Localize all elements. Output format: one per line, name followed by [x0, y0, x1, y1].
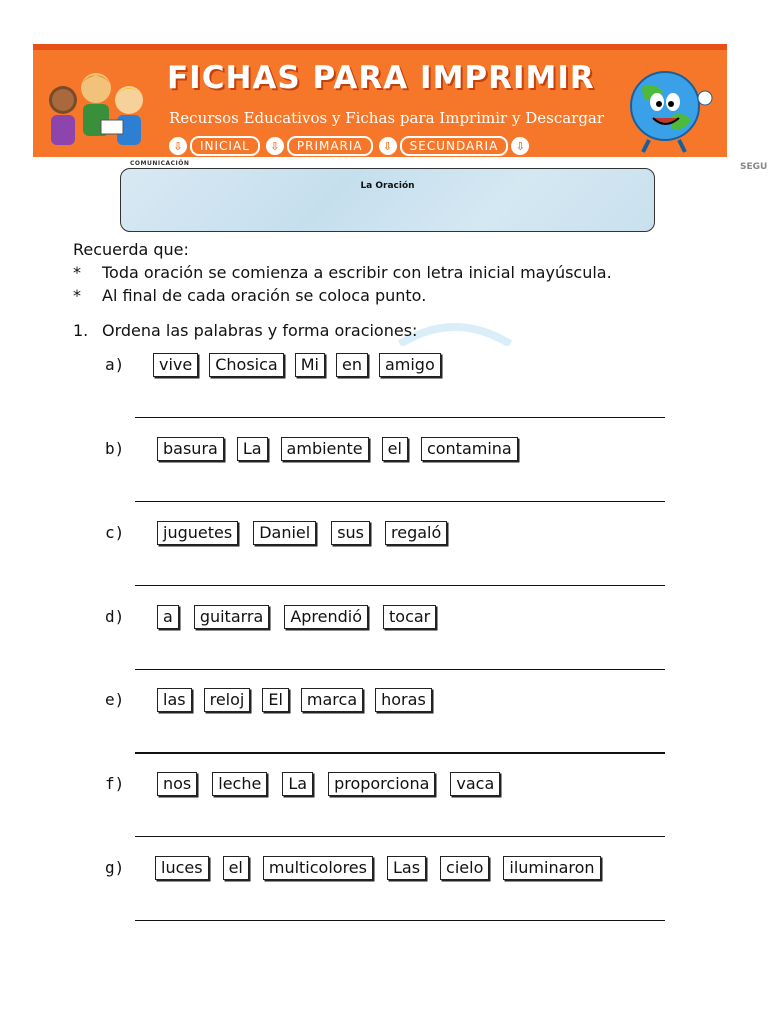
word-box[interactable]: Las: [387, 856, 426, 880]
reminder-rule: [73, 284, 612, 307]
answer-line[interactable]: [135, 752, 665, 754]
exercise-letter: g): [105, 858, 125, 877]
instruction: [73, 321, 417, 340]
word-box[interactable]: vive: [153, 353, 198, 377]
section-label: COMUNICACIÓN: [130, 160, 190, 167]
instruction-number: 1.: [73, 321, 89, 340]
word-box[interactable]: guitarra: [194, 605, 270, 629]
word-box[interactable]: marca: [301, 688, 363, 712]
word-box[interactable]: contamina: [421, 437, 518, 461]
answer-line[interactable]: [135, 417, 665, 418]
exercise-letter: d): [105, 607, 125, 626]
arrow-down-icon: ⇩: [379, 137, 397, 155]
nav-secundaria-label: SECUNDARIA: [400, 136, 509, 156]
word-box[interactable]: multicolores: [263, 856, 373, 880]
word-box[interactable]: sus: [331, 521, 370, 545]
word-box[interactable]: cielo: [440, 856, 489, 880]
exercise-item: [0, 437, 768, 521]
instruction-text: Ordena las palabras y forma oraciones:: [102, 321, 418, 340]
word-box[interactable]: Daniel: [253, 521, 316, 545]
reminder-rule: [73, 261, 612, 284]
side-text: SEGU: [740, 162, 768, 172]
nav-primaria-label: PRIMARIA: [287, 136, 373, 156]
word-box[interactable]: en: [336, 353, 368, 377]
word-box[interactable]: basura: [157, 437, 224, 461]
arrow-down-icon: ⇩: [266, 137, 284, 155]
word-box[interactable]: Mi: [295, 353, 325, 377]
rule-text: Toda oración se comienza a escribir con letra inicial mayúscula.: [102, 263, 612, 282]
exercise-item: [0, 772, 768, 856]
word-box[interactable]: leche: [212, 772, 267, 796]
word-box[interactable]: La: [237, 437, 268, 461]
reminder-heading: Recuerda que:: [73, 240, 189, 259]
exercise-letter: a): [105, 355, 125, 374]
word-box[interactable]: el: [382, 437, 408, 461]
banner-title: FICHAS PARA IMPRIMIR: [167, 60, 595, 96]
exercise-letter: f): [105, 774, 125, 793]
nav-secundaria[interactable]: [379, 136, 530, 156]
arrow-down-icon: ⇩: [169, 137, 187, 155]
word-box[interactable]: Aprendió: [284, 605, 368, 629]
word-box[interactable]: iluminaron: [503, 856, 600, 880]
word-box[interactable]: reloj: [204, 688, 251, 712]
word-box[interactable]: luces: [155, 856, 209, 880]
word-box[interactable]: Chosica: [209, 353, 283, 377]
arrow-down-icon: ⇩: [511, 137, 529, 155]
nav-inicial[interactable]: [169, 136, 260, 156]
banner-nav: [169, 136, 529, 156]
exercise-item: [0, 521, 768, 605]
word-box[interactable]: regaló: [385, 521, 447, 545]
word-box[interactable]: vaca: [450, 772, 500, 796]
word-box[interactable]: las: [157, 688, 192, 712]
worksheet-title: La Oración: [360, 181, 415, 191]
word-box[interactable]: a: [157, 605, 179, 629]
word-box[interactable]: proporciona: [328, 772, 435, 796]
word-box[interactable]: tocar: [383, 605, 436, 629]
exercise-item: [0, 856, 768, 940]
answer-line[interactable]: [135, 585, 665, 586]
header-banner: [33, 44, 727, 157]
word-box[interactable]: El: [262, 688, 289, 712]
rule-bullet: *: [73, 263, 81, 282]
exercise-letter: e): [105, 690, 125, 709]
answer-line[interactable]: [135, 501, 665, 502]
word-box[interactable]: nos: [157, 772, 197, 796]
word-box[interactable]: ambiente: [281, 437, 369, 461]
word-box[interactable]: amigo: [379, 353, 441, 377]
exercise-letter: b): [105, 439, 125, 458]
word-box[interactable]: el: [223, 856, 249, 880]
word-box[interactable]: La: [282, 772, 313, 796]
exercise-item: [0, 605, 768, 689]
banner-subtitle: Recursos Educativos y Fichas para Imprimir y Descargar: [169, 109, 605, 127]
word-box[interactable]: juguetes: [157, 521, 238, 545]
word-box[interactable]: horas: [375, 688, 432, 712]
exercise-item: [0, 688, 768, 772]
rule-text: Al final de cada oración se coloca punto.: [102, 286, 427, 305]
reminder-section: [73, 238, 612, 307]
globe-mascot-icon: [619, 58, 719, 158]
nav-primaria[interactable]: [266, 136, 373, 156]
answer-line[interactable]: [135, 669, 665, 670]
rule-bullet: *: [73, 286, 81, 305]
nav-inicial-label: INICIAL: [190, 136, 260, 156]
answer-line[interactable]: [135, 920, 665, 921]
exercise-letter: c): [105, 523, 125, 542]
answer-line[interactable]: [135, 836, 665, 837]
children-illustration-icon: [41, 60, 153, 155]
exercise-item: [0, 353, 768, 437]
title-box: [120, 168, 655, 232]
